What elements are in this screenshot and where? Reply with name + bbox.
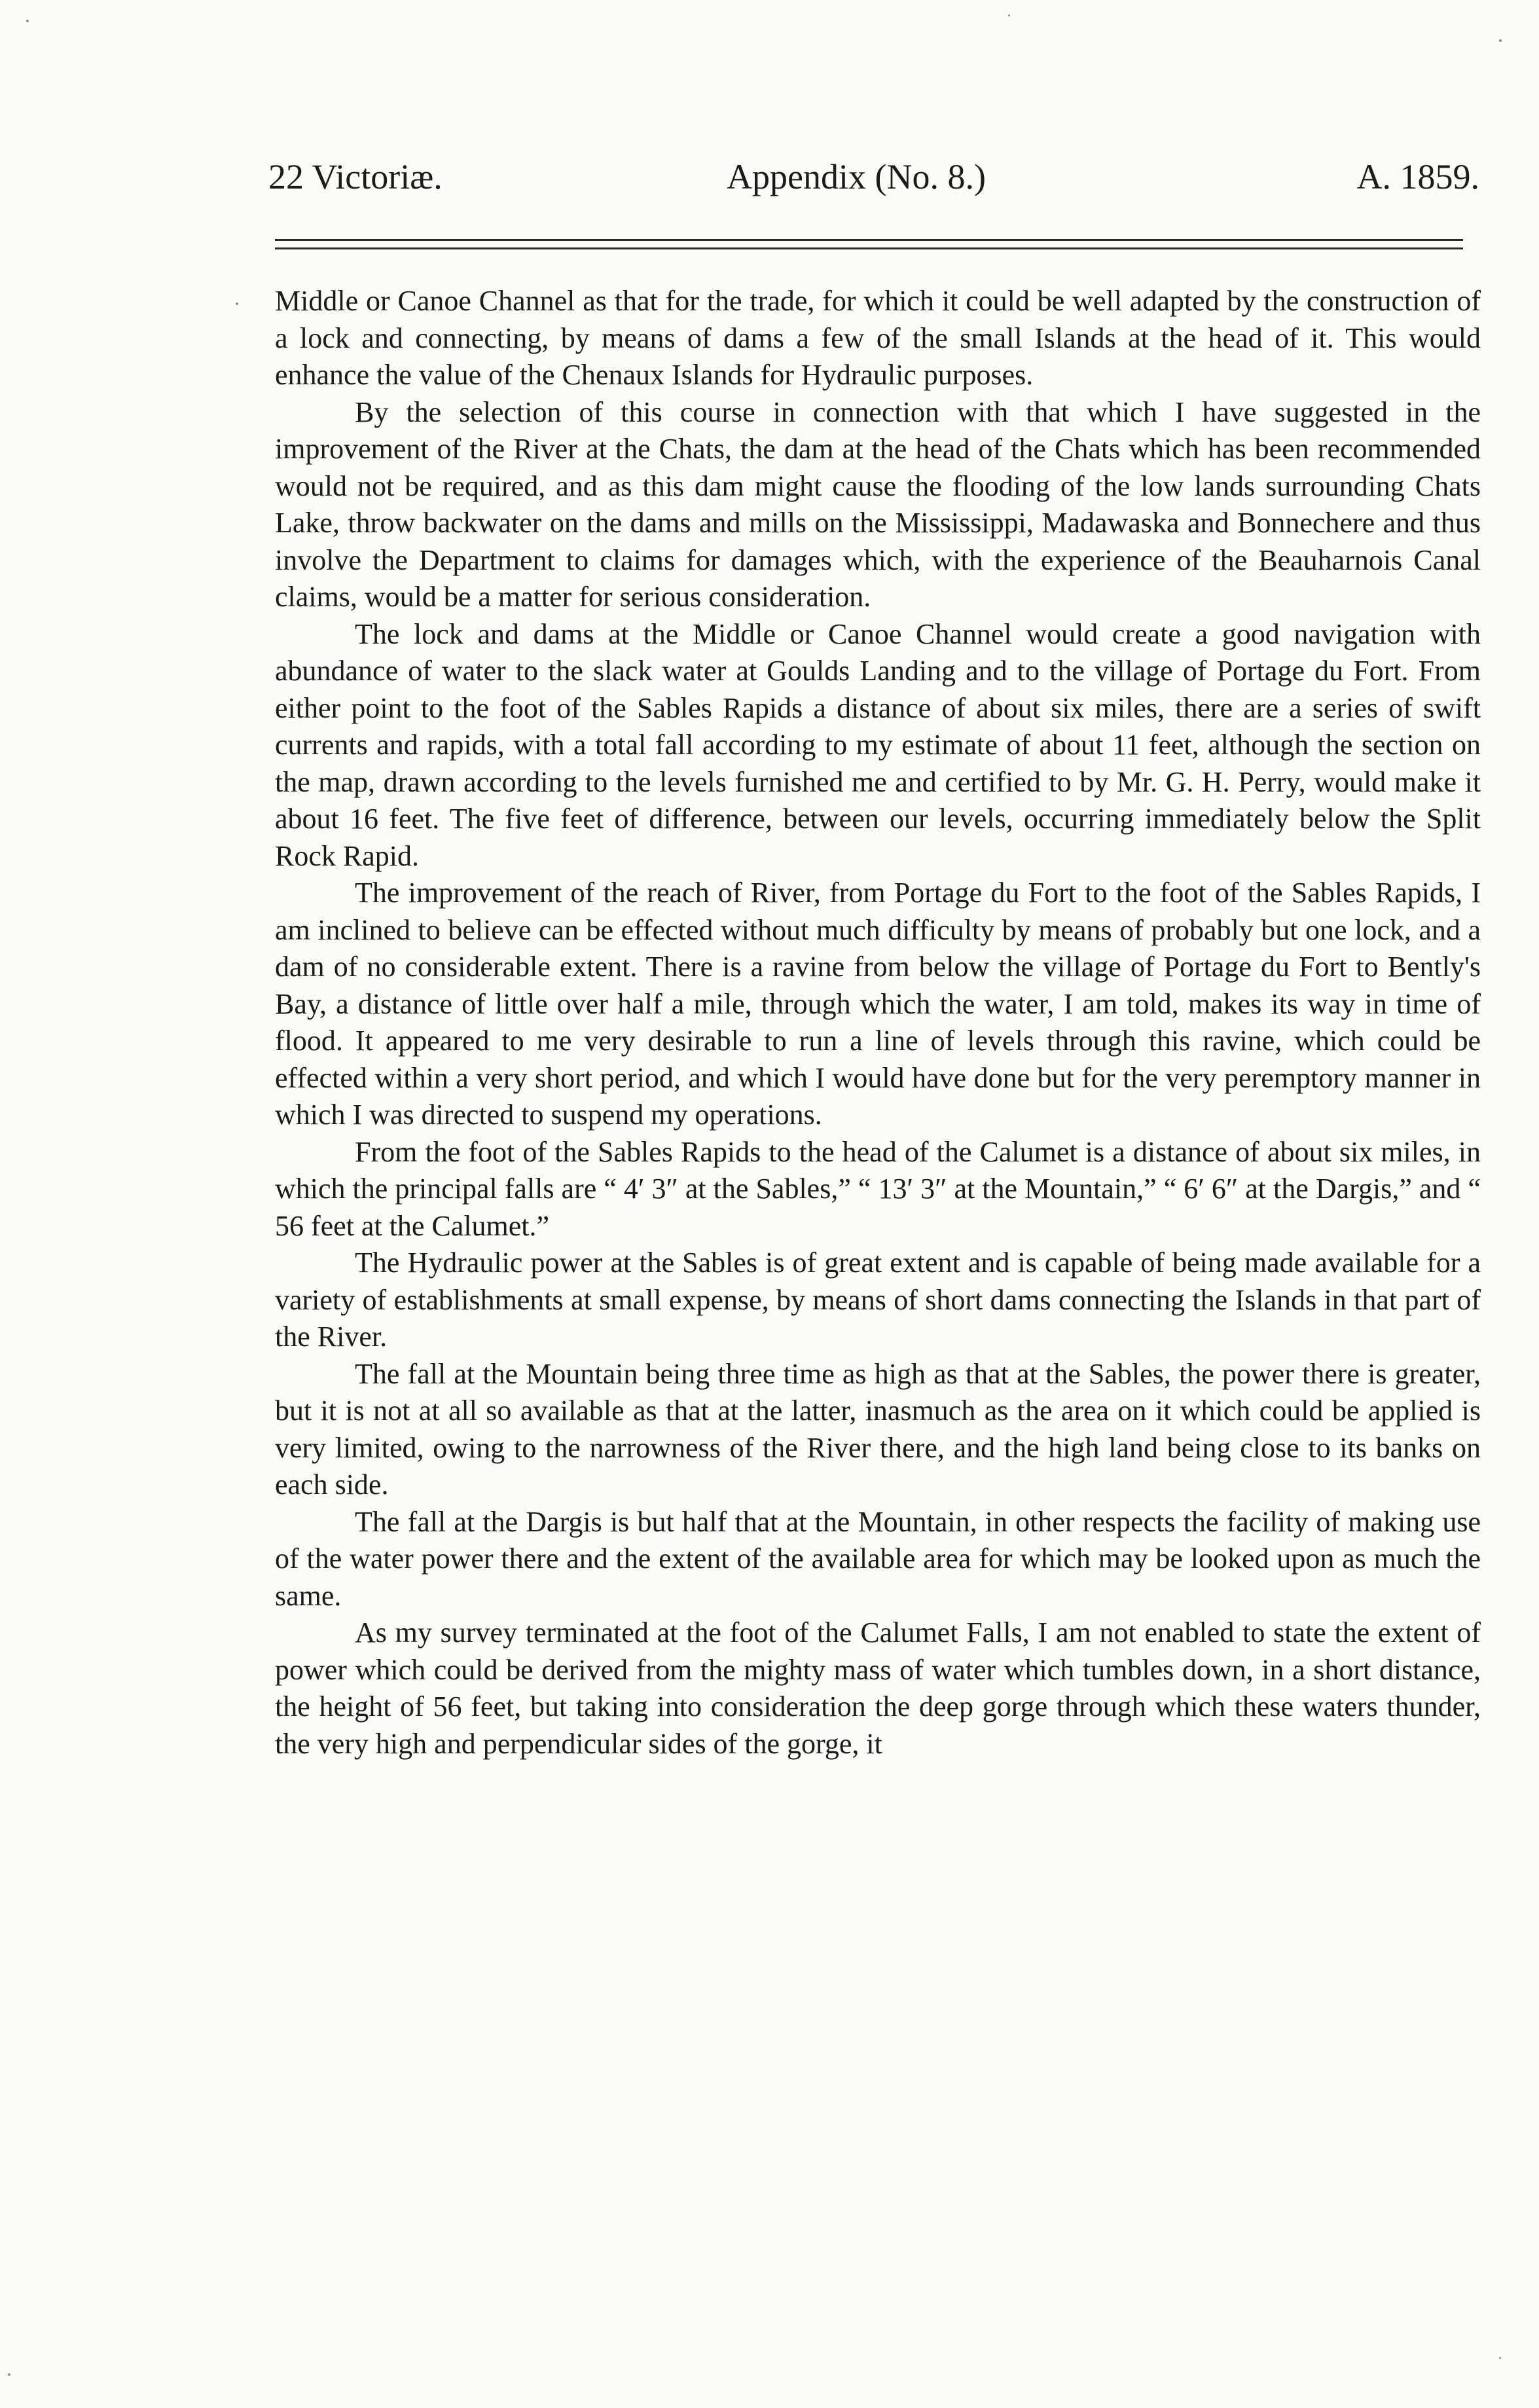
paragraph: By the selection of this course in connection with that which I have suggested in the improvement of the River at the Chats, the dam at the head of the Chats which has been recommended would not be required, and as this dam might cause the flooding of the low lands surrounding Chats Lake, throw backwater on the dams and mills on the Mississippi, Madawaska and Bonnechere and thus involve the Department to claims for damages which, with the experience of the Beauharnois Canal claims, would be a matter for serious consideration. <box>275 395 1481 613</box>
scan-speck <box>26 20 29 22</box>
header-appendix: Appendix (No. 8.) <box>727 157 986 196</box>
header-year: A. 1859. <box>1356 157 1479 196</box>
scan-speck <box>1499 39 1502 42</box>
paragraph: The fall at the Mountain being three time as high as that at the Sables, the power there is greater, but it is not at all so available as that at the latter, inasmuch as the area on it which could be applied is very limited, owing to the narrowness of the River there, and the high land being close to its banks on each side. <box>275 1357 1481 1501</box>
body-text <box>275 283 1481 1762</box>
paragraph: The improvement of the reach of River, from Portage du Fort to the foot of the Sables Rapids, I am inclined to believe can be effected without much difficulty by means of probably but one lock, and a dam of no considerable extent. There is a ravine from below the village of Portage du Fort to Bently's Bay, a distance of little over half a mile, through which the water, I am told, makes its way in time of flood. It appeared to me very desirable to run a line of levels through this ravine, which could be effected within a very short period, and which I would have done but for the very peremptory manner in which I was directed to suspend my operations. <box>275 877 1481 1131</box>
page-header <box>268 147 1479 206</box>
header-rule-top <box>275 239 1463 241</box>
scan-speck <box>1499 2357 1501 2359</box>
header-rule-bottom <box>275 247 1463 249</box>
paragraph: The Hydraulic power at the Sables is of great extent and is capable of being made available for a variety of establishments at small expense, by means of short dams connecting the Islands in that part of the River. <box>275 1247 1481 1353</box>
paragraph: As my survey terminated at the foot of the Calumet Falls, I am not enabled to state the extent of power which could be derived from the mighty mass of water which tumbles down, in a short distance, the height of 56 feet, but taking into consideration the deep gorge through which these waters thunder, the very high and perpendicular sides of the gorge, it <box>275 1616 1481 1760</box>
scan-speck <box>1008 14 1010 16</box>
paragraph: The lock and dams at the Middle or Canoe Channel would create a good navigation with abundance of water to the slack water at Goulds Landing and to the village of Portage du Fort. From either point to the foot of the Sables Rapids a distance of about six miles, there are a series of swift currents and rapids, with a total fall according to my estimate of about 11 feet, although the section on the map, drawn according to the levels furnished me and certified to by Mr. G. H. Perry, would make it about 16 feet. The five feet of difference, between our levels, occurring immediately below the Split Rock Rapid. <box>275 617 1481 872</box>
paragraph: From the foot of the Sables Rapids to the head of the Calumet is a distance of about six miles, in which the principal falls are “ 4′ 3″ at the Sables,” “ 13′ 3″ at the Mountain,” “ 6′ 6″ at the Dargis,” and “ 56 feet at the Calumet.” <box>275 1135 1481 1242</box>
paragraph: The fall at the Dargis is but half that at the Mountain, in other respects the facility of making use of the water power there and the extent of the available area for which may be looked upon as much the same. <box>275 1505 1481 1612</box>
scan-speck <box>236 302 238 305</box>
scan-speck <box>8 2373 10 2376</box>
header-session: 22 Victoriæ. <box>268 157 443 196</box>
paragraph-continued: Middle or Canoe Channel as that for the trade, for which it could be well adapted by the construction of a lock and connecting, by means of dams a few of the small Islands at the head of it. This would enhance the value of the Chenaux Islands for Hydraulic purposes. <box>275 285 1481 391</box>
